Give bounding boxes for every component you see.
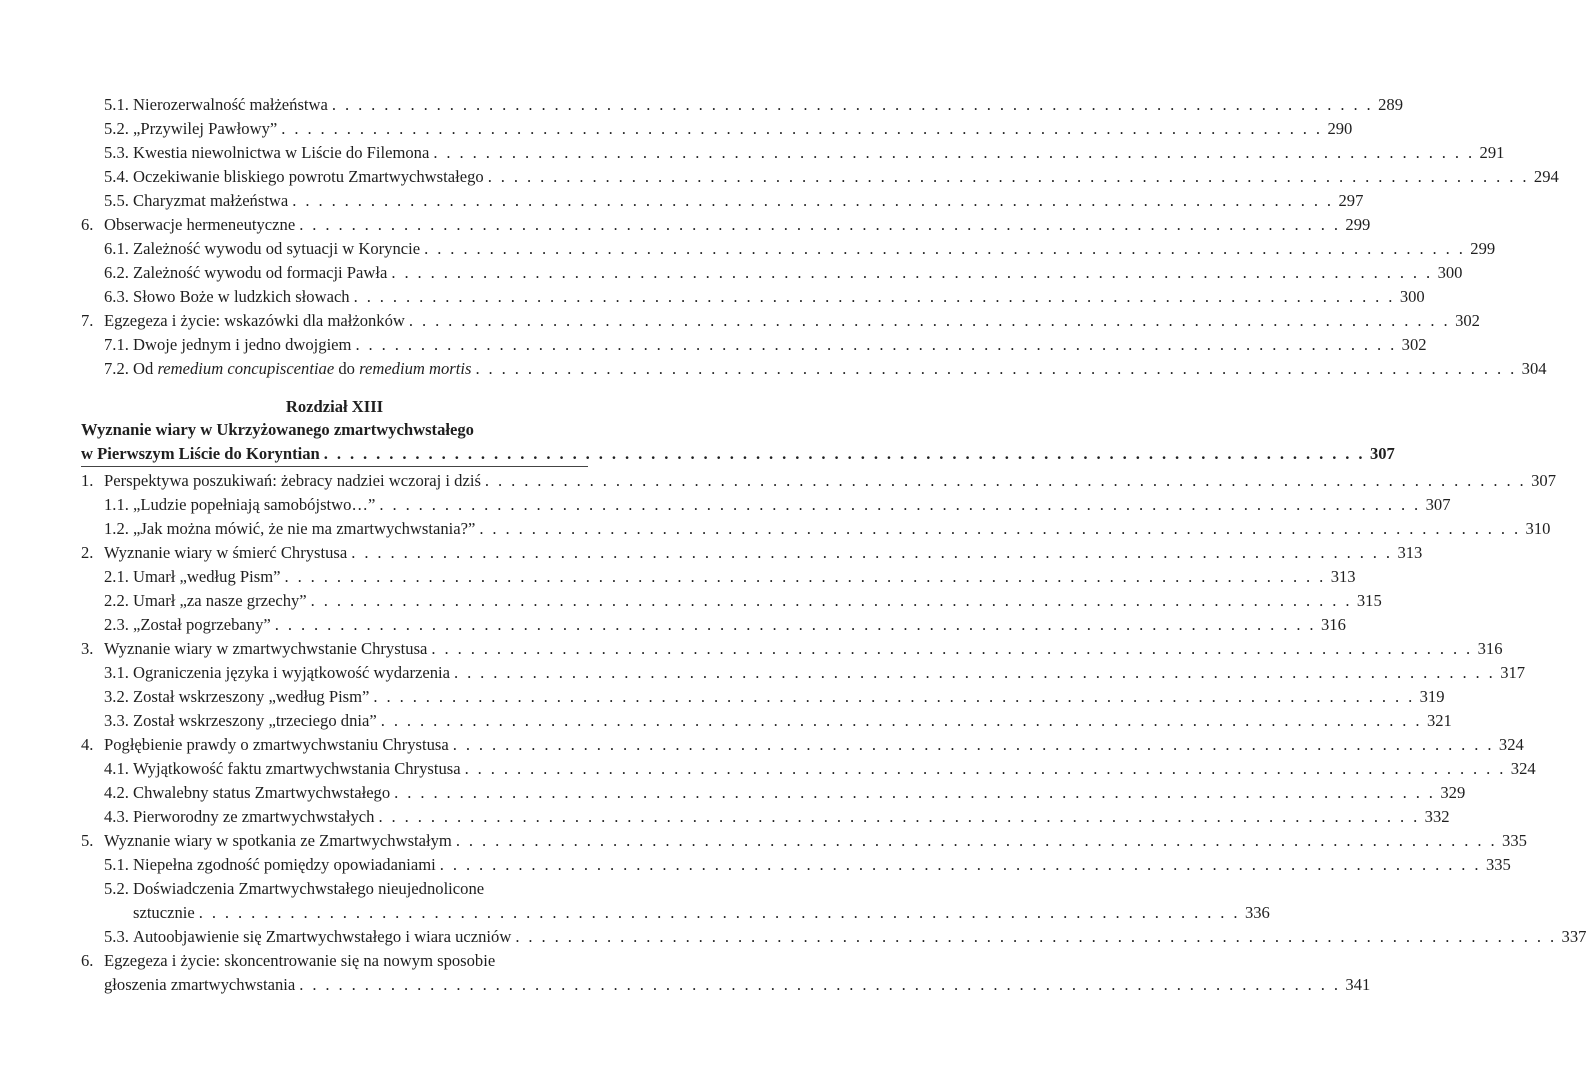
toc-entry[interactable]	[104, 141, 1505, 165]
leader-dots: . . . . . . . . . . . . . . . . . . . . . . . . . . . . . . . . . . . . . . . . . . . . . . . . . . . . . . . . . . . . . . . . . . . . . . . . . . . . . . . .	[479, 519, 1521, 538]
leader-dots: . . . . . . . . . . . . . . . . . . . . . . . . . . . . . . . . . . . . . . . . . . . . . . . . . . . . . . . . . . . . . . . . . . . . . . . . . . . . . . . .	[379, 495, 1421, 514]
entry-number: 7.1.	[104, 335, 129, 354]
entry-title-part: remedium concupiscentiae	[157, 359, 335, 378]
entry-page-number: 336	[1244, 903, 1270, 922]
entry-number: 3.	[81, 639, 94, 658]
leader-dots: . . . . . . . . . . . . . . . . . . . . . . . . . . . . . . . . . . . . . . . . . . . . . . . . . . . . . . . . . . . . . . . . . . . . . . . . . . . . . . . .	[424, 239, 1466, 258]
entry-number: 4.2.	[104, 783, 129, 802]
leader-dots: . . . . . . . . . . . . . . . . . . . . . . . . . . . . . . . . . . . . . . . . . . . . . . . . . . . . . . . . . . . . . . . . . . . . . . . . . . . . . . . .	[351, 543, 1393, 562]
leader-dots: . . . . . . . . . . . . . . . . . . . . . . . . . . . . . . . . . . . . . . . . . . . . . . . . . . . . . . . . . . . . . . . . . . . . . . . . . . . . . . . .	[378, 807, 1420, 826]
entry-number: 4.1.	[104, 759, 129, 778]
entry-page-number: 300	[1399, 287, 1425, 306]
entry-number: 2.	[81, 543, 94, 562]
toc-entry[interactable]	[104, 805, 1450, 829]
entry-number: 5.3.	[104, 143, 129, 162]
entry-number: 5.1.	[104, 855, 129, 874]
entry-number: 1.1.	[104, 495, 129, 514]
toc-entry[interactable]	[133, 901, 1270, 925]
entry-title: Został wskrzeszony „trzeciego dnia”	[133, 711, 377, 730]
toc-entry[interactable]	[104, 781, 1466, 805]
entry-title: Wyjątkowość faktu zmartwychwstania Chrystusa	[133, 759, 461, 778]
entry-page-number: 317	[1500, 663, 1526, 682]
entry-title: Egzegeza i życie: wskazówki dla małżonków	[104, 311, 405, 330]
entry-title: Nierozerwalność małżeństwa	[133, 95, 328, 114]
entry-number: 6.3.	[104, 287, 129, 306]
entry-page-number: 289	[1378, 95, 1403, 114]
entry-page-number: 290	[1327, 119, 1353, 138]
leader-dots: . . . . . . . . . . . . . . . . . . . . . . . . . . . . . . . . . . . . . . . . . . . . . . . . . . . . . . . . . . . . . . . . . . . . . . . . . . . . . . . .	[464, 759, 1506, 778]
entry-title: Zależność wywodu od formacji Pawła	[133, 263, 388, 282]
toc-entry[interactable]	[104, 493, 1451, 517]
entry-number: 3.3.	[104, 711, 129, 730]
entry-title-line1: Egzegeza i życie: skoncentrowanie się na nowym sposobie	[104, 951, 496, 970]
entry-page-number: 335	[1485, 855, 1511, 874]
entry-number: 4.	[81, 735, 94, 754]
toc-entry[interactable]	[104, 93, 1403, 117]
entry-page-number: 304	[1521, 359, 1547, 378]
entry-number: 5.	[81, 831, 94, 850]
toc-entry[interactable]	[104, 613, 1346, 637]
entry-title: Słowo Boże w ludzkich słowach	[133, 287, 350, 306]
entry-page-number: 335	[1502, 831, 1527, 850]
toc-entry[interactable]	[104, 661, 1526, 685]
toc-entry[interactable]	[81, 637, 1503, 661]
leader-dots: . . . . . . . . . . . . . . . . . . . . . . . . . . . . . . . . . . . . . . . . . . . . . . . . . . . . . . . . . . . . . . . . . . . . . . . . . . . . . . . .	[284, 567, 1326, 586]
entry-title: „Jak można mówić, że nie ma zmartwychwstania?”	[133, 519, 476, 538]
entry-page-number: 316	[1320, 615, 1346, 634]
entry-number: 1.	[81, 471, 94, 490]
entry-number: 1.2.	[104, 519, 129, 538]
leader-dots: . . . . . . . . . . . . . . . . . . . . . . . . . . . . . . . . . . . . . . . . . . . . . . . . . . . . . . . . . . . . . . . . . . . . . . . . . . . . . . . .	[323, 444, 1365, 463]
entry-title: Wyznanie wiary w zmartwychwstanie Chrystusa	[104, 639, 428, 658]
entry-page-number: 313	[1397, 543, 1423, 562]
entry-title: Charyzmat małżeństwa	[133, 191, 289, 210]
leader-dots: . . . . . . . . . . . . . . . . . . . . . . . . . . . . . . . . . . . . . . . . . . . . . . . . . . . . . . . . . . . . . . . . . . . . . . . . . . . . . . . .	[274, 615, 1316, 634]
leader-dots: . . . . . . . . . . . . . . . . . . . . . . . . . . . . . . . . . . . . . . . . . . . . . . . . . . . . . . . . . . . . . . . . . . . . . . . . . . . . . . . .	[299, 215, 1341, 234]
entry-page-number: 310	[1525, 519, 1551, 538]
toc-entry[interactable]	[104, 757, 1536, 781]
entry-title: Pierworodny ze zmartwychwstałych	[133, 807, 375, 826]
entry-title: Chwalebny status Zmartwychwstałego	[133, 783, 391, 802]
entry-number: 2.1.	[104, 567, 129, 586]
entry-page-number: 299	[1470, 239, 1496, 258]
toc-entry[interactable]	[81, 309, 1480, 333]
toc-entry[interactable]	[104, 973, 1371, 997]
entry-title-line1: Doświadczenia Zmartwychwstałego nieujednolicone	[133, 879, 485, 898]
entry-title: Oczekiwanie bliskiego powrotu Zmartwychwstałego	[133, 167, 484, 186]
entry-number: 7.2.	[104, 359, 129, 378]
leader-dots: . . . . . . . . . . . . . . . . . . . . . . . . . . . . . . . . . . . . . . . . . . . . . . . . . . . . . . . . . . . . . . . . . . . . . . . . . . . . . . . .	[475, 359, 1517, 378]
leader-dots: . . . . . . . . . . . . . . . . . . . . . . . . . . . . . . . . . . . . . . . . . . . . . . . . . . . . . . . . . . . . . . . . . . . . . . . . . . . . . . . .	[439, 855, 1481, 874]
leader-dots: . . . . . . . . . . . . . . . . . . . . . . . . . . . . . . . . . . . . . . . . . . . . . . . . . . . . . . . . . . . . . . . . . . . . . . . . . . . . . . . .	[331, 95, 1374, 114]
toc-entry[interactable]	[104, 165, 1559, 189]
chapter-label: Rozdział XIII	[285, 397, 384, 416]
entry-title-part: do	[334, 359, 360, 378]
leader-dots: . . . . . . . . . . . . . . . . . . . . . . . . . . . . . . . . . . . . . . . . . . . . . . . . . . . . . . . . . . . . . . . . . . . . . . . . . . . . . . . .	[353, 287, 1395, 306]
entry-page-number: 315	[1356, 591, 1382, 610]
toc-entry[interactable]	[104, 589, 1382, 613]
entry-title: Dwoje jednym i jedno dwojgiem	[133, 335, 352, 354]
entry-number: 6.	[81, 951, 94, 970]
entry-title-part: remedium mortis	[359, 359, 472, 378]
toc-entry[interactable]	[81, 829, 1527, 853]
toc-entry[interactable]	[104, 261, 1463, 285]
leader-dots: . . . . . . . . . . . . . . . . . . . . . . . . . . . . . . . . . . . . . . . . . . . . . . . . . . . . . . . . . . . . . . . . . . . . . . . . . . . . . . . .	[433, 143, 1475, 162]
toc-entry[interactable]	[81, 541, 1423, 565]
entry-number: 5.5.	[104, 191, 129, 210]
entry-number: 5.2.	[104, 879, 129, 898]
toc-entry[interactable]	[104, 117, 1353, 141]
leader-dots: . . . . . . . . . . . . . . . . . . . . . . . . . . . . . . . . . . . . . . . . . . . . . . . . . . . . . . . . . . . . . . . . . . . . . . . . . . . . . . . .	[394, 783, 1436, 802]
leader-dots: . . . . . . . . . . . . . . . . . . . . . . . . . . . . . . . . . . . . . . . . . . . . . . . . . . . . . . . . . . . . . . . . . . . . . . . . . . . . . . . .	[455, 831, 1498, 850]
leader-dots: . . . . . . . . . . . . . . . . . . . . . . . . . . . . . . . . . . . . . . . . . . . . . . . . . . . . . . . . . . . . . . . . . . . . . . . . . . . . . . . .	[299, 975, 1341, 994]
entry-number: 5.1.	[104, 95, 129, 114]
entry-page-number: 316	[1477, 639, 1503, 658]
entry-page-number: 297	[1338, 191, 1364, 210]
entry-page-number: 337	[1561, 927, 1586, 946]
entry-number: 2.3.	[104, 615, 129, 634]
leader-dots: . . . . . . . . . . . . . . . . . . . . . . . . . . . . . . . . . . . . . . . . . . . . . . . . . . . . . . . . . . . . . . . . . . . . . . . . . . . . . . . .	[281, 119, 1323, 138]
entry-number: 6.2.	[104, 263, 129, 282]
toc-entry[interactable]	[104, 517, 1551, 541]
toc-entry[interactable]	[104, 709, 1452, 733]
chapter-divider	[81, 466, 588, 467]
leader-dots: . . . . . . . . . . . . . . . . . . . . . . . . . . . . . . . . . . . . . . . . . . . . . . . . . . . . . . . . . . . . . . . . . . . . . . . . . . . . . . . .	[391, 263, 1433, 282]
entry-number: 5.4.	[104, 167, 129, 186]
entry-title: Autoobjawienie się Zmartwychwstałego i wiara uczniów	[133, 927, 512, 946]
chapter-page-number: 307	[1369, 444, 1395, 463]
leader-dots: . . . . . . . . . . . . . . . . . . . . . . . . . . . . . . . . . . . . . . . . . . . . . . . . . . . . . . . . . . . . . . . . . . . . . . . . . . . . . . . .	[487, 167, 1529, 186]
entry-title: głoszenia zmartwychwstania	[104, 975, 296, 994]
entry-number: 4.3.	[104, 807, 129, 826]
entry-number: 6.1.	[104, 239, 129, 258]
entry-title-part: Od	[133, 359, 158, 378]
leader-dots: . . . . . . . . . . . . . . . . . . . . . . . . . . . . . . . . . . . . . . . . . . . . . . . . . . . . . . . . . . . . . . . . . . . . . . . . . . . . . . . .	[515, 927, 1557, 946]
entry-page-number: 307	[1531, 471, 1556, 490]
entry-page-number: 341	[1345, 975, 1371, 994]
toc-entry[interactable]	[81, 213, 1371, 237]
entry-title: „Przywilej Pawłowy”	[133, 119, 278, 138]
entry-title: Kwestia niewolnictwa w Liście do Filemona	[133, 143, 430, 162]
leader-dots: . . . . . . . . . . . . . . . . . . . . . . . . . . . . . . . . . . . . . . . . . . . . . . . . . . . . . . . . . . . . . . . . . . . . . . . . . . . . . . . .	[408, 311, 1451, 330]
entry-page-number: 332	[1424, 807, 1450, 826]
toc-entry[interactable]	[104, 685, 1445, 709]
entry-page-number: 299	[1345, 215, 1371, 234]
leader-dots: . . . . . . . . . . . . . . . . . . . . . . . . . . . . . . . . . . . . . . . . . . . . . . . . . . . . . . . . . . . . . . . . . . . . . . . . . . . . . . . .	[198, 903, 1240, 922]
entry-title: Wyznanie wiary w śmierć Chrystusa	[104, 543, 348, 562]
entry-number: 5.2.	[104, 119, 129, 138]
entry-title: Umarł „według Pism”	[133, 567, 281, 586]
leader-dots: . . . . . . . . . . . . . . . . . . . . . . . . . . . . . . . . . . . . . . . . . . . . . . . . . . . . . . . . . . . . . . . . . . . . . . . . . . . . . . . .	[453, 663, 1496, 682]
entry-number: 5.3.	[104, 927, 129, 946]
entry-page-number: 300	[1437, 263, 1463, 282]
chapter-title-line1: Wyznanie wiary w Ukrzyżowanego zmartwychwstałego	[81, 420, 474, 439]
entry-title: Ograniczenia języka i wyjątkowość wydarzenia	[133, 663, 450, 682]
toc-entry[interactable]	[104, 189, 1364, 213]
entry-title: Pogłębienie prawdy o zmartwychwstaniu Chrystusa	[104, 735, 449, 754]
toc-entry[interactable]	[104, 565, 1356, 589]
leader-dots: . . . . . . . . . . . . . . . . . . . . . . . . . . . . . . . . . . . . . . . . . . . . . . . . . . . . . . . . . . . . . . . . . . . . . . . . . . . . . . . .	[310, 591, 1352, 610]
leader-dots: . . . . . . . . . . . . . . . . . . . . . . . . . . . . . . . . . . . . . . . . . . . . . . . . . . . . . . . . . . . . . . . . . . . . . . . . . . . . . . . .	[431, 639, 1473, 658]
entry-title: Zależność wywodu od sytuacji w Koryncie	[133, 239, 421, 258]
entry-number: 3.1.	[104, 663, 129, 682]
toc-entry[interactable]	[104, 237, 1496, 261]
entry-title: „Został pogrzebany”	[133, 615, 271, 634]
entry-page-number: 329	[1440, 783, 1466, 802]
entry-page-number: 294	[1533, 167, 1559, 186]
entry-page-number: 324	[1510, 759, 1536, 778]
toc-entry-first-line	[104, 877, 588, 901]
toc-entry[interactable]	[81, 733, 1524, 757]
toc-entry[interactable]	[81, 469, 1556, 493]
leader-dots: . . . . . . . . . . . . . . . . . . . . . . . . . . . . . . . . . . . . . . . . . . . . . . . . . . . . . . . . . . . . . . . . . . . . . . . . . . . . . . . .	[292, 191, 1334, 210]
entry-title: sztucznie	[133, 903, 195, 922]
entry-page-number: 307	[1425, 495, 1451, 514]
toc-entry[interactable]	[104, 925, 1586, 949]
entry-title: Niepełna zgodność pomiędzy opowiadaniami	[133, 855, 436, 874]
entry-title	[133, 357, 471, 381]
entry-title: „Ludzie popełniają samobójstwo…”	[133, 495, 376, 514]
toc-entry[interactable]	[104, 285, 1425, 309]
leader-dots: . . . . . . . . . . . . . . . . . . . . . . . . . . . . . . . . . . . . . . . . . . . . . . . . . . . . . . . . . . . . . . . . . . . . . . . . . . . . . . . .	[380, 711, 1422, 730]
entry-title: Wyznanie wiary w spotkania ze Zmartwychwstałym	[104, 831, 452, 850]
chapter-title-entry[interactable]	[81, 442, 1395, 466]
entry-title: Obserwacje hermeneutyczne	[104, 215, 296, 234]
chapter-title-line2: w Pierwszym Liście do Koryntian	[81, 444, 320, 463]
entry-page-number: 302	[1455, 311, 1480, 330]
entry-page-number: 321	[1426, 711, 1452, 730]
entry-number: 6.	[81, 215, 94, 234]
toc-entry[interactable]	[104, 333, 1427, 357]
leader-dots: . . . . . . . . . . . . . . . . . . . . . . . . . . . . . . . . . . . . . . . . . . . . . . . . . . . . . . . . . . . . . . . . . . . . . . . . . . . . . . . .	[373, 687, 1415, 706]
leader-dots: . . . . . . . . . . . . . . . . . . . . . . . . . . . . . . . . . . . . . . . . . . . . . . . . . . . . . . . . . . . . . . . . . . . . . . . . . . . . . . . .	[452, 735, 1494, 754]
leader-dots: . . . . . . . . . . . . . . . . . . . . . . . . . . . . . . . . . . . . . . . . . . . . . . . . . . . . . . . . . . . . . . . . . . . . . . . . . . . . . . . .	[484, 471, 1527, 490]
toc-entry-first-line	[81, 949, 588, 973]
entry-page-number: 291	[1479, 143, 1505, 162]
entry-title: Został wskrzeszony „według Pism”	[133, 687, 370, 706]
entry-number: 3.2.	[104, 687, 129, 706]
entry-page-number: 319	[1419, 687, 1445, 706]
entry-page-number: 324	[1498, 735, 1524, 754]
entry-title: Perspektywa poszukiwań: żebracy nadziei wczoraj i dziś	[104, 471, 481, 490]
entry-number: 2.2.	[104, 591, 129, 610]
toc-entry[interactable]	[104, 853, 1511, 877]
entry-page-number: 313	[1330, 567, 1356, 586]
entry-page-number: 302	[1401, 335, 1427, 354]
toc-entry[interactable]	[104, 357, 1547, 381]
leader-dots: . . . . . . . . . . . . . . . . . . . . . . . . . . . . . . . . . . . . . . . . . . . . . . . . . . . . . . . . . . . . . . . . . . . . . . . . . . . . . . . .	[355, 335, 1397, 354]
entry-number: 7.	[81, 311, 94, 330]
entry-title: Umarł „za nasze grzechy”	[133, 591, 307, 610]
